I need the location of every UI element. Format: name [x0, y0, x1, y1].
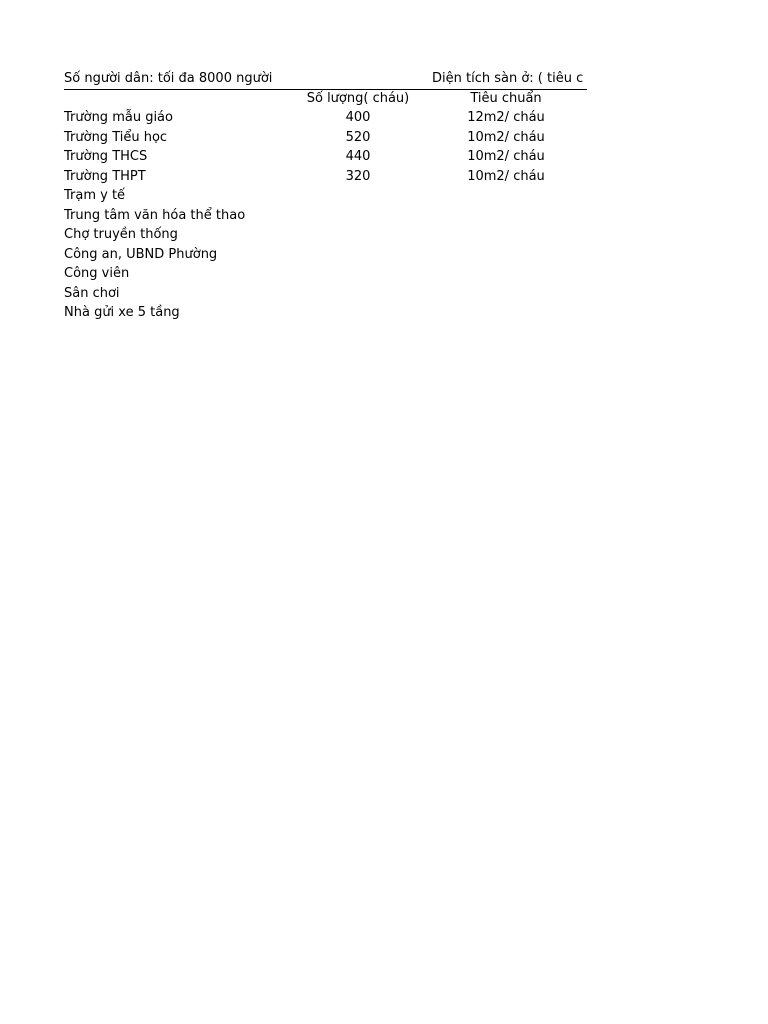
- facility-name: Trường THPT: [64, 168, 146, 184]
- table-row: [0, 186, 768, 206]
- floor-area-title: Diện tích sàn ở: ( tiêu c: [432, 71, 584, 86]
- facility-quantity: 520: [345, 129, 371, 145]
- facility-name: Trường THCS: [64, 149, 148, 164]
- facility-table: [0, 108, 768, 323]
- facility-standard: 10m2/ cháu: [467, 168, 545, 184]
- table-row: [0, 147, 768, 167]
- facility-name: Trạm y tế: [64, 188, 126, 203]
- population-title: Số người dân: tối đa 8000 người: [64, 71, 273, 86]
- table-row: [0, 108, 768, 128]
- facility-quantity: 320: [345, 168, 371, 184]
- table-row: [0, 264, 768, 284]
- table-row: [0, 167, 768, 187]
- facility-quantity: 400: [345, 110, 371, 125]
- table-row: [0, 245, 768, 265]
- facility-quantity: 440: [345, 149, 371, 164]
- facility-name: Chợ truyền thống: [64, 227, 178, 242]
- facility-standard: 10m2/ cháu: [467, 129, 545, 145]
- facility-standard: 10m2/ cháu: [467, 149, 545, 164]
- column-header-quantity: Số lượng( cháu): [306, 91, 410, 106]
- facility-name: Nhà gửi xe 5 tầng: [64, 305, 180, 320]
- facility-name: Trường mẫu giáo: [64, 110, 173, 125]
- table-row: [0, 225, 768, 245]
- table-row: [0, 206, 768, 226]
- facility-name: Công viên: [64, 266, 130, 281]
- facility-standard: 12m2/ cháu: [467, 110, 545, 125]
- table-row: [0, 128, 768, 148]
- facility-name: Sân chơi: [64, 285, 120, 301]
- column-header-standard: Tiêu chuẩn: [470, 91, 542, 106]
- table-row: [0, 303, 768, 323]
- facility-name: Trung tâm văn hóa thể thao: [64, 207, 246, 223]
- table-row: [0, 284, 768, 304]
- facility-name: Trường Tiểu học: [64, 129, 168, 145]
- facility-name: Công an, UBND Phường: [64, 246, 218, 262]
